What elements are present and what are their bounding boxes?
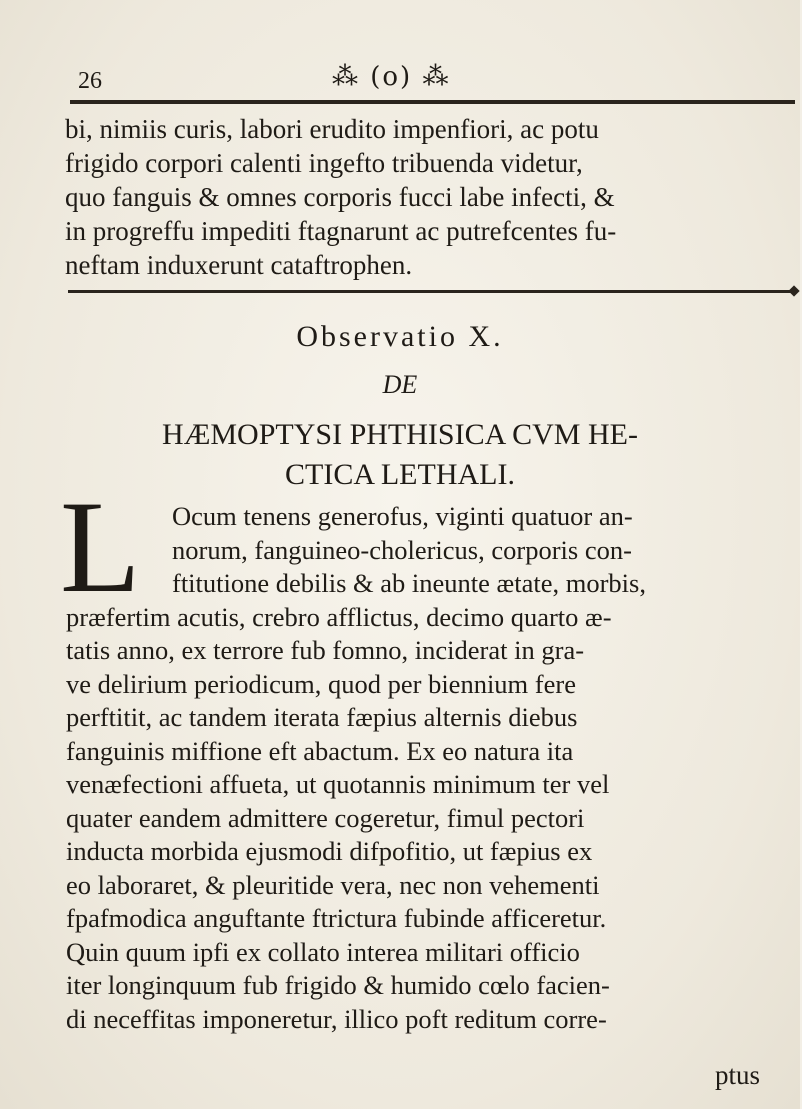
text-line: perftitit, ac tandem iterata fæpius alternis diebus: [66, 702, 578, 732]
observation-de: DE: [382, 370, 418, 399]
section-divider: [68, 290, 794, 293]
heading-line: CTICA LETHALI.: [285, 458, 515, 491]
text-line: inducta morbida ejusmodi difpofitio, ut fæpius ex: [66, 836, 593, 866]
text-line: di neceffitas imponeretur, illico poft reditum corre-: [66, 1003, 607, 1034]
text-line: ve delirium periodicum, quod per biennium fere: [66, 668, 576, 699]
text-line: eo laboraret, & pleuritide vera, nec non vehementi: [66, 869, 600, 900]
text-line: Quin quum ipfi ex collato interea militari officio: [66, 936, 580, 967]
heading-line: HÆMOPTYSI PHTHISICA CVM HE-: [162, 418, 638, 451]
page-header: [62, 56, 802, 96]
drop-cap: L: [60, 473, 141, 620]
text-line: præfertim acutis, crebro afflictus, decimo quarto æ-: [66, 601, 612, 632]
text-line: norum, fanguineo-cholericus, corporis con-: [172, 534, 632, 565]
text-line: Ocum tenens generofus, viginti quatuor an-: [172, 501, 633, 531]
text-line: iter longinquum fub frigido & humido cœlo facien-: [66, 970, 610, 1000]
text-line: frigido corpori calenti ingefto tribuenda videtur,: [65, 148, 583, 178]
text-line: fanguinis miffione eft abactum. Ex eo natura ita: [66, 735, 574, 766]
header-rule: [70, 100, 795, 104]
observation-title: Observatio X.: [296, 320, 504, 353]
text-line: fpafmodica anguftante ftrictura fubinde afficeretur.: [66, 903, 607, 933]
text-line: ftitutione debilis & ab ineunte ætate, morbis,: [172, 568, 646, 598]
text-line: tatis anno, ex terrore fub fomno, inciderat in gra-: [66, 635, 585, 665]
catchword: ptus: [714, 1060, 760, 1090]
text-line: venæfectioni affueta, ut quotannis minimum ter vel: [66, 769, 610, 799]
text-line: quo fanguis & omnes corporis fucci labe infecti, &: [65, 182, 615, 212]
header-ornament: ⁂ (o) ⁂: [332, 62, 451, 92]
text-line: neftam induxerunt cataftrophen.: [65, 250, 413, 280]
text-line: bi, nimiis curis, labori erudito impenfiori, ac potu: [65, 114, 599, 144]
continued-paragraph: [65, 112, 795, 282]
text-line: quater eandem admittere cogeretur, fimul pectori: [66, 802, 585, 833]
page-number: 26: [78, 68, 102, 94]
observation-body: [66, 500, 796, 1036]
text-line: in progreffu impediti ftagnarunt ac putrefcentes fu-: [65, 216, 617, 246]
